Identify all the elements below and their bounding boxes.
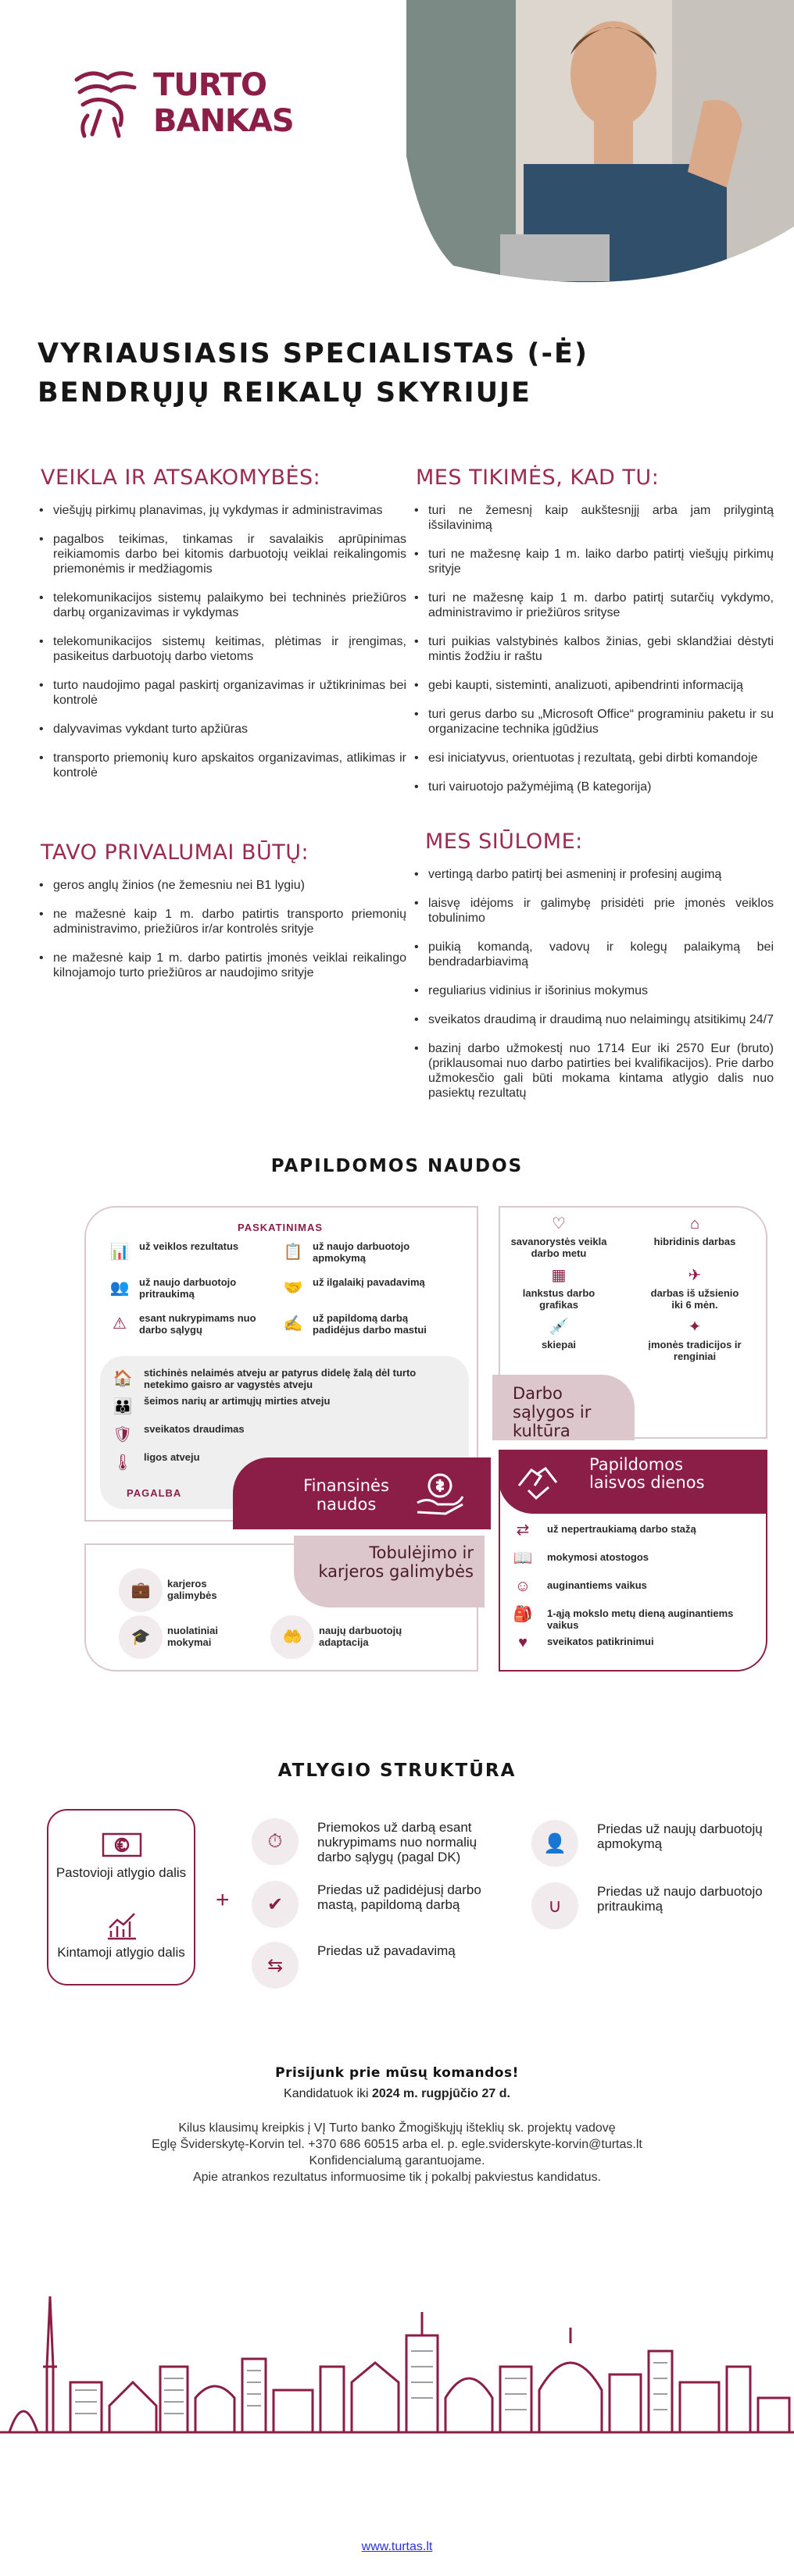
- incentive-item: už naujo darbuotojo pritraukimą: [139, 1276, 237, 1300]
- incentive-item: už ilgalaikį pavadavimą: [313, 1276, 425, 1288]
- sick-icon: 🌡: [113, 1454, 133, 1472]
- financial-tile-label: Finansinės naudos: [303, 1476, 389, 1514]
- hybrid-icon: ⌂: [689, 1215, 700, 1233]
- pay-icon-circle: [531, 1820, 578, 1867]
- griffin-logo-icon: [69, 64, 147, 142]
- responsibility-item: • viešųjų pirkimų planavimas, jų vykdymas ir administravimas: [38, 503, 406, 518]
- job-title-line-1: VYRIAUSIASIS SPECIALISTAS (-Ė): [38, 338, 588, 369]
- hands-icon: [514, 1459, 561, 1506]
- expectations-heading: MES TIKIMĖS, KAD TU:: [416, 466, 660, 490]
- hero-photo: [406, 0, 794, 297]
- city-skyline-illustration: [0, 2289, 794, 2445]
- advantages-heading: TAVO PRIVALUMAI BŪTŲ:: [41, 840, 309, 865]
- graduation-icon: 🎓: [131, 1629, 151, 1646]
- contact-line-3: Konfidencialumą garantuojame.: [309, 2154, 485, 2167]
- clock-pay-icon: ⏱: [267, 1831, 283, 1852]
- growth-chart-icon: [98, 1903, 145, 1950]
- condition-item: savanorystės veikla darbo metu: [510, 1236, 607, 1259]
- offer-item: • reguliarius vidinius ir išorinius mokymus: [413, 983, 774, 998]
- euro-bill-icon: [98, 1821, 145, 1868]
- expectation-item: • turi ne mažesnę kaip 1 m. darbo patirtį sutarčių vykdymo, administravimo ir priežiūros srityse: [413, 590, 774, 620]
- logo-line-1: TURTO: [153, 67, 267, 103]
- logo-text: [153, 67, 294, 139]
- condition-item: hibridinis darbas: [653, 1236, 736, 1247]
- leave-item: mokymosi atostogos: [547, 1551, 649, 1563]
- expectation-item: • turi ne mažesnę kaip 1 m. laiko darbo patirtį viešųjų pirkimų srityje: [413, 547, 774, 576]
- onboarding-icon: 🤲: [282, 1629, 302, 1646]
- volunteer-icon: ♡: [552, 1215, 566, 1233]
- health-shield-icon: 🛡: [113, 1426, 133, 1443]
- deadline-prefix: Kandidatuok iki: [284, 2087, 372, 2100]
- referral-icon: 👥: [109, 1279, 130, 1297]
- pay-fixed-variable-box: [47, 1809, 195, 1986]
- calendar-icon: ▦: [551, 1267, 567, 1284]
- syringe-icon: 💉: [549, 1318, 569, 1336]
- pay-icon-circle: [531, 1882, 578, 1929]
- leave-item: auginantiems vaikus: [547, 1579, 647, 1591]
- support-item: ligos atveju: [144, 1451, 200, 1463]
- family-icon: 👪: [113, 1398, 133, 1415]
- support-item: šeimos narių ar artimųjų mirties atveju: [144, 1395, 331, 1407]
- leave-item: už nepertraukiamą darbo stažą: [547, 1523, 696, 1535]
- plane-icon: ✈: [688, 1267, 702, 1284]
- pay-icon-circle: [252, 1881, 299, 1928]
- offer-item: • laisvę idėjoms ir galimybę prisidėti prie įmonės veiklos tobulinimo: [413, 896, 774, 926]
- check-icon: ✔: [266, 1893, 284, 1915]
- career-item: nuolatiniai mokymai: [167, 1625, 218, 1648]
- deadline-date: 2024 m. rugpjūčio 27 d.: [372, 2087, 510, 2100]
- pay-icon-circle: [252, 1942, 299, 1989]
- money-hand-icon: [414, 1468, 466, 1518]
- expectations-list: [413, 503, 774, 808]
- party-icon: ✦: [688, 1318, 702, 1336]
- career-tile-label: Tobulėjimo ir karjeros galimybės: [318, 1543, 474, 1581]
- logo: [69, 64, 294, 150]
- condition-item: lankstus darbo grafikas: [522, 1287, 596, 1311]
- advantages-list: [38, 878, 406, 994]
- expectation-item: • turi puikias valstybinės kalbos žinias, gebi sklandžiai dėstyti mintis žodžiu ir raštu: [413, 634, 774, 664]
- chart-icon: 📊: [109, 1243, 130, 1261]
- expectation-item: • turi gerus darbo su „Microsoft Office“ programiniu paketu ir su organizacine technika įgūdžius: [413, 707, 774, 737]
- pay-item-text: Priedas už pavadavimą: [317, 1943, 456, 1958]
- school-icon: 🎒: [513, 1606, 533, 1623]
- support-item: stichinės nelaimės atveju ar patyrus didelę žalą dėl turto netekimo gaisro ar vagystės atveju: [144, 1367, 417, 1390]
- child-icon: ☺: [514, 1578, 531, 1595]
- join-title: Prisijunk prie mūsų komandos!: [275, 2065, 519, 2081]
- expectation-item: • turi ne žemesnį kaip aukštesnįjį arba jam prilygintą išsilavinimą: [413, 503, 774, 533]
- website-link[interactable]: www.turtas.lt: [361, 2540, 433, 2553]
- responsibility-item: • transporto priemonių kuro apskaitos organizavimas, atlikimas ir kontrolė: [38, 751, 406, 780]
- offer-heading: MES SIŪLOME:: [425, 830, 583, 854]
- responsibility-item: • pagalbos teikimas, tinkamas ir savalaikis aprūpinimas reikiamomis darbo bei kitomis darbuotojų veiklai reikalingomis priemonėmis ir medžiagomis: [38, 532, 406, 576]
- contact-line-4: Apie atrankos rezultatus informuosime tik į pokalbį pakviestus kandidatus.: [192, 2171, 602, 2184]
- career-item: karjeros galimybės: [167, 1578, 217, 1601]
- conditions-tile-label: Darbo sąlygos ir kultūra: [513, 1384, 592, 1440]
- advantage-item: • ne mažesnė kaip 1 m. darbo patirtis transporto priemonių administravimo, priežiūros ir/ar kontrolės srityje: [38, 907, 406, 937]
- heart-icon: ♥: [518, 1634, 528, 1651]
- incentive-item: už papildomą darbą padidėjus darbo mastui: [313, 1312, 427, 1336]
- pay-heading: ATLYGIO STRUKTŪRA: [277, 1761, 517, 1781]
- house-damage-icon: 🏠: [113, 1370, 133, 1387]
- footer: [0, 2540, 794, 2554]
- incentive-item: už veiklos rezultatus: [139, 1240, 239, 1252]
- leave-tile: [499, 1450, 767, 1514]
- support-item: sveikatos draudimas: [144, 1423, 245, 1435]
- responsibilities-heading: VEIKLA IR ATSAKOMYBĖS:: [41, 466, 321, 490]
- expectation-item: • turi vairuotojo pažymėjimą (B kategorija): [413, 780, 774, 794]
- career-item: naujų darbuotojų adaptacija: [319, 1625, 402, 1648]
- mentor-icon: 👤: [543, 1832, 567, 1854]
- expectation-item: • gebi kaupti, sisteminti, analizuoti, apibendrinti informaciją: [413, 678, 774, 693]
- condition-item: darbas iš užsienio iki 6 mėn.: [650, 1287, 739, 1311]
- conditions-tile: [492, 1375, 635, 1440]
- responsibility-item: • telekomunikacijos sistemų palaikymo bei techninės priežiūros darbų organizavimas ir vykdymas: [38, 590, 406, 620]
- warning-icon: ⚠: [113, 1315, 127, 1333]
- benefits-heading: PAPILDOMOS NAUDOS: [270, 1156, 524, 1176]
- seniority-icon: ⇄: [516, 1522, 530, 1539]
- pay-variable-label: Kintamoji atlygio dalis: [57, 1945, 185, 1960]
- pay-icon-circle: [252, 1818, 299, 1865]
- offer-item: • sveikatos draudimą ir draudimą nuo nelaimingų atsitikimų 24/7: [413, 1012, 774, 1027]
- offer-list: [413, 867, 774, 1115]
- pay-item-text: Priedas už padidėjusį darbo mastą, papildomą darbą: [317, 1882, 481, 1912]
- pay-item-text: Priemokos už darbą esant nukrypimams nuo normalių darbo sąlygų (pagal DK): [317, 1820, 477, 1864]
- study-icon: 📖: [513, 1550, 533, 1567]
- incentives-label: PASKATINIMAS: [238, 1222, 324, 1233]
- offer-item: • vertingą darbo patirtį bei asmeninį ir profesinį augimą: [413, 867, 774, 882]
- condition-item: įmonės tradicijos ir renginiai: [648, 1339, 742, 1362]
- offer-item: • puikią komandą, vadovų ir kolegų palaikymą bei bendradarbiavimą: [413, 940, 774, 969]
- condition-item: skiepai: [541, 1339, 577, 1350]
- pay-fixed-label: Pastovioji atlygio dalis: [55, 1865, 187, 1880]
- training-icon: 📋: [283, 1243, 303, 1261]
- support-label: PAGALBA: [127, 1487, 182, 1499]
- pay-item-text: Priedas už naujo darbuotojo pritraukimą: [597, 1884, 763, 1914]
- offer-item: • bazinį darbo užmokestį nuo 1714 Eur iki 2570 Eur (bruto) (priklausomai nuo darbo patirties bei kvalifikacijos). Prie darbo užmokesčio gali būti mokama kintama atlygio dalis nuo pasiektų rezultatų: [413, 1041, 774, 1101]
- leave-item: 1-ąją mokslo metų dieną auginantiems vaikus: [547, 1607, 734, 1631]
- incentive-item: esant nukrypimams nuo darbo sąlygų: [139, 1312, 256, 1336]
- leave-tile-label: Papildomos laisvos dienos: [589, 1455, 705, 1492]
- substitute-icon: ⇆: [266, 1954, 284, 1976]
- responsibility-item: • telekomunikacijos sistemų keitimas, plėtimas ir įrengimas, pasikeitus darbuotojų darbo vietoms: [38, 634, 406, 664]
- responsibility-item: • dalyvavimas vykdant turto apžiūras: [38, 722, 406, 737]
- contact-line-2: Eglę Šviderskytę-Korvin tel. +370 686 60515 arba el. p. egle.sviderskyte-korvin@turtas.lt: [152, 2138, 642, 2151]
- responsibilities-list: [38, 503, 406, 794]
- incentive-item: už naujo darbuotojo apmokymą: [313, 1240, 410, 1264]
- briefcase-icon: 💼: [131, 1582, 151, 1599]
- leave-item: sveikatos patikrinimui: [547, 1636, 654, 1647]
- pay-item-text: Priedas už naujų darbuotojų apmokymą: [597, 1821, 763, 1851]
- career-tile: [294, 1536, 485, 1607]
- job-title-line-2: BENDRŲJŲ REIKALŲ SKYRIUJE: [38, 377, 531, 409]
- expectation-item: • esi iniciatyvus, orientuotas į rezultatą, gebi dirbti komandoje: [413, 751, 774, 765]
- responsibility-item: • turto naudojimo pagal paskirtį organizavimas ir užtikrinimas bei kontrolė: [38, 678, 406, 708]
- magnet-icon: ∪: [548, 1895, 562, 1917]
- logo-line-2: BANKAS: [153, 103, 294, 139]
- job-title: [38, 334, 725, 412]
- advantage-item: • ne mažesnė kaip 1 m. darbo patirtis įmonės veiklai reikalingo kilnojamojo turto priežiūros ar naudojimo srityje: [38, 951, 406, 980]
- advantage-item: • geros anglų žinios (ne žemesniu nei B1 lygiu): [38, 878, 406, 893]
- contact-line-1: Kilus klausimų kreipkis į VĮ Turto banko Žmogiškųjų išteklių sk. projektų vadovę: [178, 2121, 616, 2135]
- plus-sign: +: [216, 1887, 230, 1913]
- deadline-line: [0, 2087, 794, 2101]
- task-icon: ✍: [283, 1315, 303, 1333]
- handshake-icon: 🤝: [283, 1279, 303, 1297]
- financial-tile: [233, 1457, 491, 1529]
